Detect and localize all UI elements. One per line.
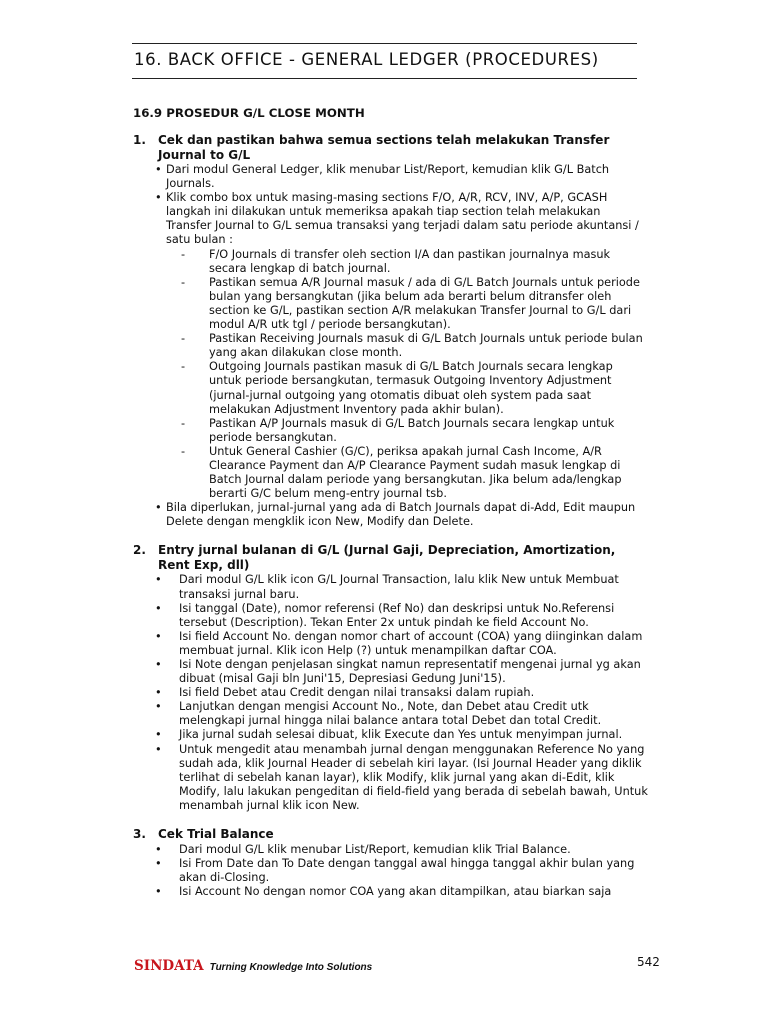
list-item: • Jika jurnal sudah selesai dibuat, klik Execute dan Yes untuk menyimpan jurnal. [155, 728, 648, 742]
procedure-step-1 [133, 133, 648, 529]
sub-list-item: - Pastikan semua A/R Journal masuk / ada di G/L Batch Journals untuk periode bulan yang bersangkutan (jika belum ada berarti belum ditransfer oleh section ke G/L, pastikan section A/R melakukan Transfer Journal to G/L dari modul A/R utk tgl / periode bersangkutan). [179, 276, 648, 332]
list-item: • Isi Account No dengan nomor COA yang akan ditampilkan, atau biarkan saja [155, 885, 648, 899]
step-heading [133, 133, 648, 162]
sub-list-item: - Pastikan A/P Journals masuk di G/L Batch Journals secara lengkap untuk periode bersangkutan. [179, 417, 648, 445]
header-top-rule [132, 43, 637, 44]
list-item: • Bila diperlukan, jurnal-jurnal yang ada di Batch Journals dapat di-Add, Edit maupun Delete dengan mengklik icon New, Modify dan Delete. [155, 501, 648, 529]
list-item: • Dari modul G/L klik menubar List/Report, kemudian klik Trial Balance. [155, 843, 648, 857]
sub-list-item: - F/O Journals di transfer oleh section I/A dan pastikan journalnya masuk secara lengkap di batch journal. [179, 248, 648, 276]
step-title: Cek dan pastikan bahwa semua sections telah melakukan Transfer Journal to G/L [158, 133, 610, 162]
document-body [133, 106, 648, 913]
procedure-step-3 [133, 827, 648, 899]
sub-dash-list [166, 248, 648, 502]
step-number: 2. [133, 543, 146, 558]
list-item: • Dari modul G/L klik icon G/L Journal Transaction, lalu klik New untuk Membuat transaksi jurnal baru. [155, 573, 648, 601]
brand-tagline: Turning Knowledge Into Solutions [209, 962, 373, 973]
header-bottom-rule [132, 78, 637, 79]
step-heading [133, 827, 648, 842]
sub-list-item: - Outgoing Journals pastikan masuk di G/L Batch Journals secara lengkap untuk periode bersangkutan, termasuk Outgoing Inventory Adjustment (jurnal-jurnal outgoing yang otomatis dibuat oleh system pada saat melakukan Adjustment Inventory pada akhir bulan). [179, 360, 648, 416]
list-item: • Isi Note dengan penjelasan singkat namun representatif mengenai jurnal yg akan dibuat (misal Gaji bln Juni'15, Depresiasi Gedung Juni'15). [155, 658, 648, 686]
list-item: • Untuk mengedit atau menambah jurnal dengan menggunakan Reference No yang sudah ada, klik Journal Header di sebelah kiri layar. (Isi Journal Header yang diklik terlihat di sebelah kanan layar), klik Modify, klik jurnal yang akan di-Edit, klik Modify, lalu lakukan pengeditan di field-field yang berada di sebelah bawah, Untuk menambah jurnal klik icon New. [155, 743, 648, 813]
list-item: • Isi From Date dan To Date dengan tanggal awal hingga tanggal akhir bulan yang akan di-Closing. [155, 857, 648, 885]
page-header-title: 16. BACK OFFICE - GENERAL LEDGER (PROCEDURES) [134, 50, 599, 69]
list-item-text: Klik combo box untuk masing-masing sections F/O, A/R, RCV, INV, A/P, GCASH langkah ini dilakukan untuk memeriksa apakah tiap section telah melakukan Transfer Journal to G/L semua transaksi yang terjadi dalam satu periode akuntansi / satu bulan : [166, 191, 639, 247]
page-number: 542 [637, 955, 660, 969]
section-subheading: 16.9 PROSEDUR G/L CLOSE MONTH [133, 106, 365, 120]
list-item [155, 191, 648, 501]
list-item: • Isi field Account No. dengan nomor chart of account (COA) yang diinginkan dalam membuat jurnal. Klik icon Help (?) untuk menampilkan daftar COA. [155, 630, 648, 658]
list-item: • Isi field Debet atau Credit dengan nilai transaksi dalam rupiah. [155, 686, 648, 700]
footer-brand [134, 958, 372, 974]
sub-list-item: - Pastikan Receiving Journals masuk di G/L Batch Journals untuk periode bulan yang akan dilakukan close month. [179, 332, 648, 360]
procedure-step-2 [133, 543, 648, 813]
list-item: • Isi tanggal (Date), nomor referensi (Ref No) dan deskripsi untuk No.Referensi tersebut (Description). Tekan Enter 2x untuk pindah ke field Account No. [155, 602, 648, 630]
step-number: 3. [133, 827, 146, 842]
step-bullet-list [133, 163, 648, 529]
step-title: Cek Trial Balance [158, 827, 274, 842]
step-number: 1. [133, 133, 146, 147]
sub-list-item: - Untuk General Cashier (G/C), periksa apakah jurnal Cash Income, A/R Clearance Payment dan A/P Clearance Payment sudah masuk lengkap di Batch Journal dalam periode yang bersangkutan. Jika belum ada/lengkap berarti G/C belum meng-entry journal tsb. [179, 445, 648, 501]
step-heading [133, 543, 648, 572]
step-bullet-list [133, 843, 648, 899]
brand-logo-text: SINDATA [134, 958, 204, 974]
list-item: • Lanjutkan dengan mengisi Account No., Note, dan Debet atau Credit utk melengkapi jurnal hingga nilai balance antara total Debet dan total Credit. [155, 700, 648, 728]
step-bullet-list [133, 573, 648, 813]
step-title: Entry jurnal bulanan di G/L (Jurnal Gaji, Depreciation, Amortization, Rent Exp, dll) [158, 543, 616, 572]
list-item: • Dari modul General Ledger, klik menubar List/Report, kemudian klik G/L Batch Journals. [155, 163, 648, 191]
